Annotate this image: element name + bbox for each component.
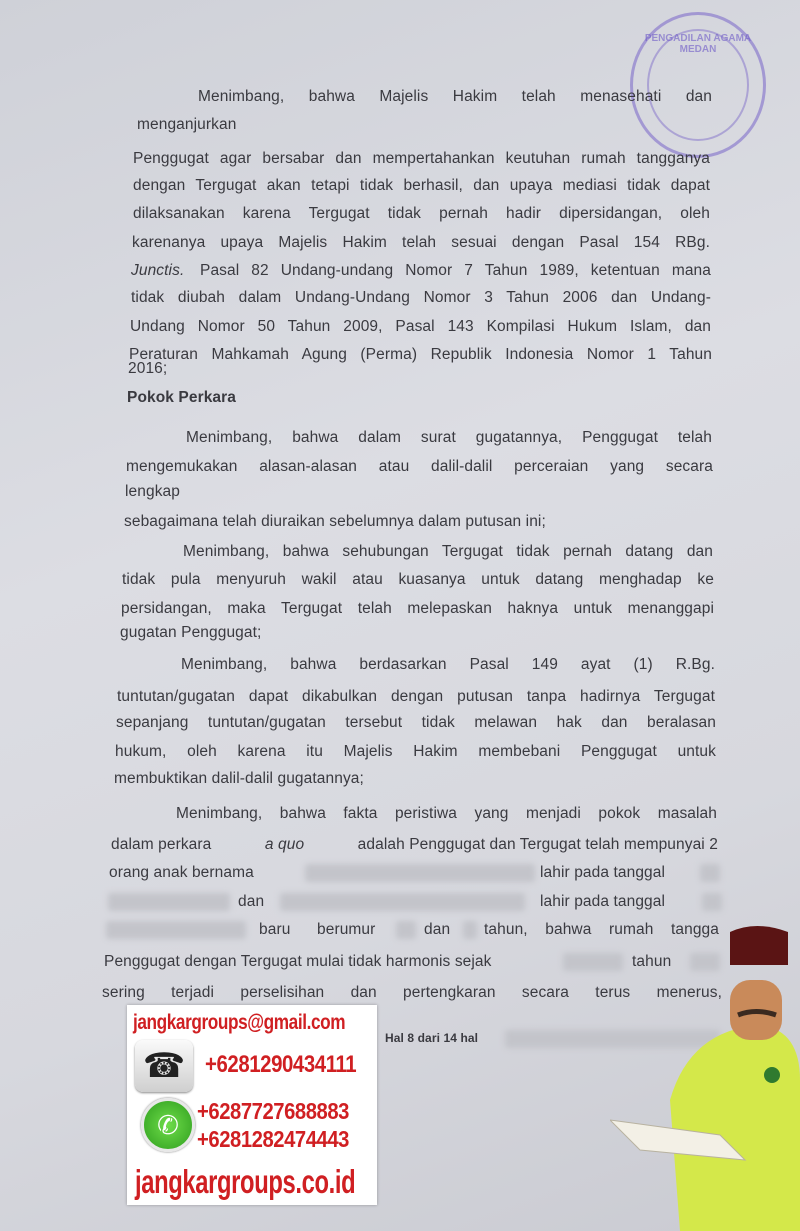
text-line: gugatan Penggugat; <box>120 624 262 641</box>
redacted-age <box>396 921 416 939</box>
text-segment: tahun <box>632 953 672 970</box>
text-line: dengan Tergugat akan tetapi tidak berhasil, dan upaya mediasi tidak dapat <box>133 177 710 194</box>
text-segment: dan <box>424 921 451 938</box>
redacted-age <box>463 921 477 939</box>
text-segment: lahir pada tanggal <box>540 893 666 910</box>
text-segment: tahun, bahwa rumah tangga <box>484 921 719 938</box>
text-line: Penggugat agar bersabar dan mempertahankan keutuhan rumah tangganya <box>133 150 710 167</box>
text-line: Menimbang, bahwa Majelis Hakim telah menasehati dan <box>198 88 712 105</box>
ad-website[interactable]: jangkargroups.co.id <box>135 1163 356 1200</box>
person-holding-book-image <box>610 920 800 1231</box>
junctis-text: Junctis. <box>131 262 185 279</box>
text-segment: Penggugat dengan Tergugat mulai tidak harmonis sejak <box>104 953 492 970</box>
ad-whatsapp-2[interactable]: +6281282474443 <box>197 1126 350 1152</box>
stamp-text: PENGADILAN AGAMA MEDAN <box>644 33 752 55</box>
text-line: 2016; <box>128 360 168 377</box>
text-line: Undang Nomor 50 Tahun 2009, Pasal 143 Kompilasi Hukum Islam, dan <box>130 318 711 335</box>
text-line: Menimbang, bahwa sehubungan Tergugat tidak pernah datang dan <box>183 543 713 560</box>
text-line: tuntutan/gugatan dapat dikabulkan dengan putusan tanpa hadirnya Tergugat <box>117 688 715 705</box>
ad-whatsapp-1[interactable]: +6287727688883 <box>197 1098 350 1124</box>
text-line: sebagaimana telah diuraikan sebelumnya dalam putusan ini; <box>124 513 546 530</box>
redacted-name <box>305 864 535 882</box>
text-segment: lahir pada tanggal <box>540 864 666 881</box>
text-line: Menimbang, bahwa fakta peristiwa yang menjadi pokok masalah <box>176 805 717 822</box>
redacted-name <box>280 893 525 911</box>
text-line: hukum, oleh karena itu Majelis Hakim membebani Penggugat untuk <box>115 743 716 760</box>
page-footer: Hal 8 dari 14 hal <box>385 1031 479 1045</box>
text-line: persidangan, maka Tergugat telah melepaskan haknya untuk menanggapi <box>121 600 714 617</box>
court-stamp <box>630 12 766 158</box>
text-line: membuktikan dalil-dalil gugatannya; <box>114 770 364 787</box>
text-line: sering terjadi perselisihan dan pertengkaran secara terus menerus, <box>102 984 722 1001</box>
text-line <box>111 836 718 854</box>
text-line: tidak pula menyuruh wakil atau kuasanya untuk datang menghadap ke <box>122 571 714 588</box>
text-line: dilaksanakan karena Tergugat tidak pernah hadir dipersidangan, oleh <box>133 205 710 222</box>
redacted-date <box>702 893 722 911</box>
whatsapp-icon: ✆ <box>141 1098 195 1152</box>
text-segment: berumur <box>317 921 376 938</box>
italic-text: a quo <box>264 836 305 853</box>
section-heading: Pokok Perkara <box>127 389 237 406</box>
text-line: karenanya upaya Majelis Hakim telah sesuai dengan Pasal 154 RBg. <box>132 234 710 251</box>
redacted-date <box>108 893 230 911</box>
text-line: Peraturan Mahkamah Agung (Perma) Republik Indonesia Nomor 1 Tahun <box>129 346 712 363</box>
redacted-date <box>700 864 720 882</box>
text-line: Pasal 82 Undang-undang Nomor 7 Tahun 1989, ketentuan mana <box>200 262 711 279</box>
text-segment: baru <box>259 921 291 938</box>
text-segment: dan <box>238 893 265 910</box>
ad-phone[interactable]: +6281290434111 <box>205 1051 357 1078</box>
ad-email[interactable]: jangkargroups@gmail.com <box>133 1011 346 1034</box>
text-segment: adalah Penggugat dan Tergugat telah mempunyai 2 <box>357 836 718 853</box>
redacted-date <box>106 921 246 939</box>
telephone-icon: ☎ <box>135 1040 193 1092</box>
text-line: Menimbang, bahwa berdasarkan Pasal 149 ayat (1) R.Bg. <box>181 656 715 673</box>
text-segment: orang anak bernama <box>109 864 254 881</box>
text-line: tidak diubah dalam Undang-Undang Nomor 3 Tahun 2006 dan Undang- <box>131 289 711 306</box>
contact-ad-box <box>127 1005 377 1205</box>
text-segment: dalam perkara <box>111 836 212 853</box>
text-line: Menimbang, bahwa dalam surat gugatannya, Penggugat telah <box>186 429 712 446</box>
text-line: mengemukakan alasan-alasan atau dalil-dalil perceraian yang secara <box>126 458 713 475</box>
text-line: menganjurkan <box>137 116 237 133</box>
text-line: lengkap <box>125 483 180 500</box>
text-line: sepanjang tuntutan/gugatan tersebut tidak melawan hak dan beralasan <box>116 714 716 731</box>
